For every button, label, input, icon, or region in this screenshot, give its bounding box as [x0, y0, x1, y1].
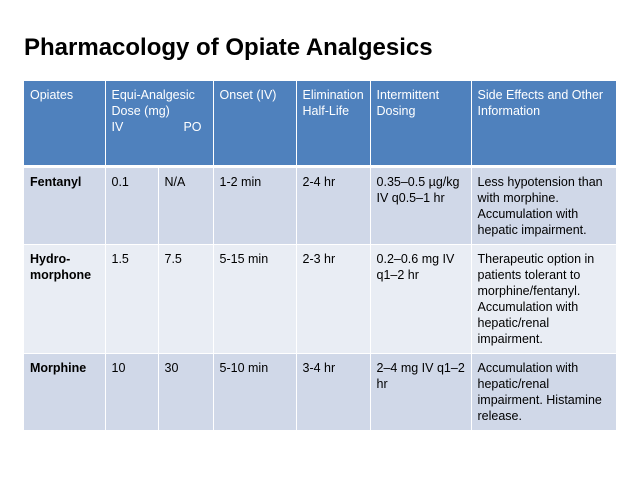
cell-iv-dose: 1.5	[105, 245, 158, 354]
cell-side-effects: Accumulation with hepatic/renal impairment. Histamine release.	[471, 354, 616, 431]
cell-onset: 1-2 min	[213, 167, 296, 245]
header-elimination-half-life: Elimination Half-Life	[296, 81, 370, 167]
cell-dosing: 2–4 mg IV q1–2 hr	[370, 354, 471, 431]
cell-opiate: Hydro-morphone	[24, 245, 105, 354]
header-equianalgesic-label: Equi-Analgesic Dose (mg)	[111, 88, 195, 118]
header-iv: IV	[111, 120, 124, 134]
slide-title: Pharmacology of Opiate Analgesics	[24, 34, 433, 61]
cell-onset: 5-15 min	[213, 245, 296, 354]
cell-dosing: 0.2–0.6 mg IV q1–2 hr	[370, 245, 471, 354]
header-equianalgesic-dose	[105, 81, 213, 167]
header-side-effects: Side Effects and Other Information	[471, 81, 616, 167]
cell-onset: 5-10 min	[213, 354, 296, 431]
cell-po-dose: 30	[158, 354, 213, 431]
cell-opiate: Fentanyl	[24, 167, 105, 245]
table-row	[24, 167, 616, 245]
cell-half-life: 2-4 hr	[296, 167, 370, 245]
cell-dosing: 0.35–0.5 µg/kg IV q0.5–1 hr	[370, 167, 471, 245]
cell-half-life: 2-3 hr	[296, 245, 370, 354]
cell-po-dose: 7.5	[158, 245, 213, 354]
cell-iv-dose: 0.1	[105, 167, 158, 245]
cell-side-effects: Less hypotension than with morphine. Accumulation with hepatic impairment.	[471, 167, 616, 245]
header-onset: Onset (IV)	[213, 81, 296, 167]
cell-iv-dose: 10	[105, 354, 158, 431]
cell-side-effects: Therapeutic option in patients tolerant to morphine/fentanyl. Accumulation with hepatic/renal impairment.	[471, 245, 616, 354]
cell-half-life: 3-4 hr	[296, 354, 370, 431]
header-intermittent-dosing: Intermittent Dosing	[370, 81, 471, 167]
header-opiates: Opiates	[24, 81, 105, 167]
table-header-row	[24, 81, 616, 167]
cell-opiate: Morphine	[24, 354, 105, 431]
cell-po-dose: N/A	[158, 167, 213, 245]
table-row	[24, 245, 616, 354]
header-route-labels	[112, 119, 208, 135]
opiate-pharmacology-table	[24, 81, 616, 431]
header-po: PO	[183, 120, 202, 134]
table-row	[24, 354, 616, 431]
